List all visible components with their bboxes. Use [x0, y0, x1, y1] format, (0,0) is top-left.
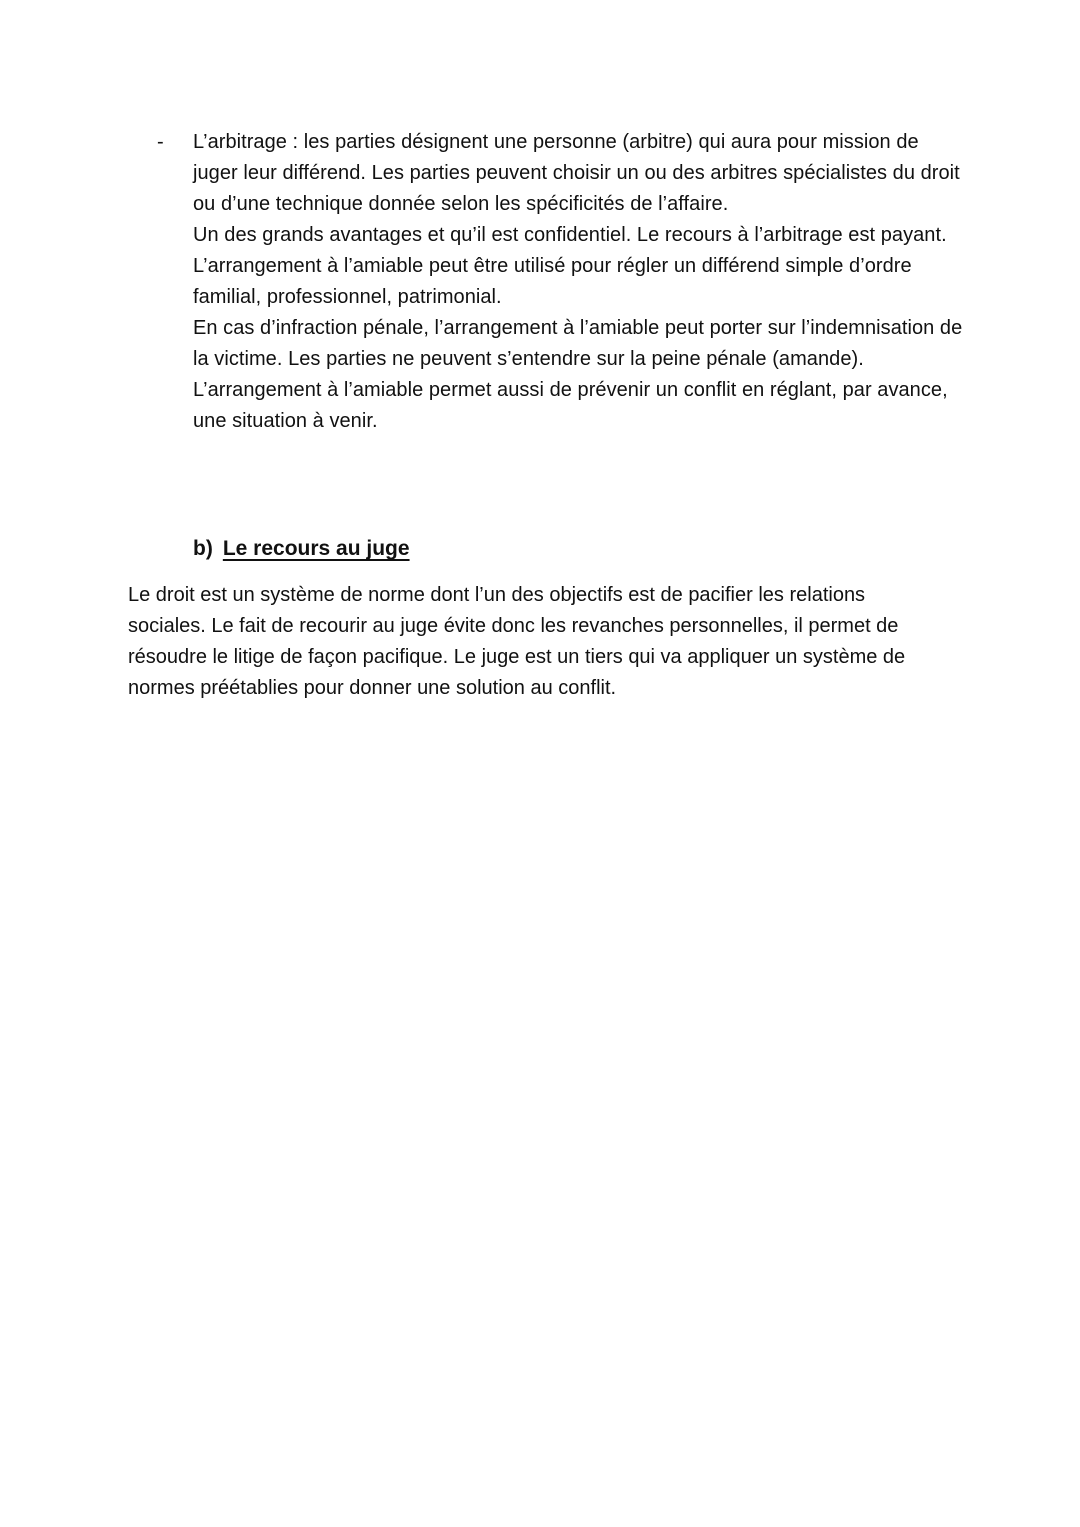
paragraph-arbitrage: L’arbitrage : les parties désignent une personne (arbitre) qui aura pour mission de juger leur différend. Les parties peuvent choisir un ou des arbitres spécialistes du droit ou d’une technique donnée selon les spécificités de l’affaire. — [193, 131, 960, 215]
section-heading-b — [193, 533, 410, 564]
section-label: b) — [193, 537, 213, 560]
dash-bullet: - — [157, 131, 164, 153]
list-item-arbitrage — [145, 127, 965, 437]
bullet-list — [145, 127, 965, 437]
paragraph-avantages: Un des grands avantages et qu’il est confidentiel. Le recours à l’arbitrage est payant. L’arrangement à l’amiable peut être utilisé pour régler un différend simple d’ordre familial, professionnel, patrimonial. — [193, 224, 947, 308]
paragraph-recours-juge: Le droit est un système de norme dont l’un des objectifs est de pacifier les relations sociales. Le fait de recourir au juge évite donc les revanches personnelles, il permet de résoudre le litige de façon pacifique. Le juge est un tiers qui va appliquer un système de normes préétablies pour donner une solution au conflit. — [128, 584, 906, 699]
paragraph-infraction-penale: En cas d’infraction pénale, l’arrangement à l’amiable peut porter sur l’indemnisation de la victime. Les parties ne peuvent s’entendre sur la peine pénale (amande). — [193, 317, 963, 370]
paragraph-prevention-conflit: L’arrangement à l’amiable permet aussi de prévenir un conflit en réglant, par avance, une situation à venir. — [193, 379, 948, 432]
section-title: Le recours au juge — [222, 537, 410, 560]
